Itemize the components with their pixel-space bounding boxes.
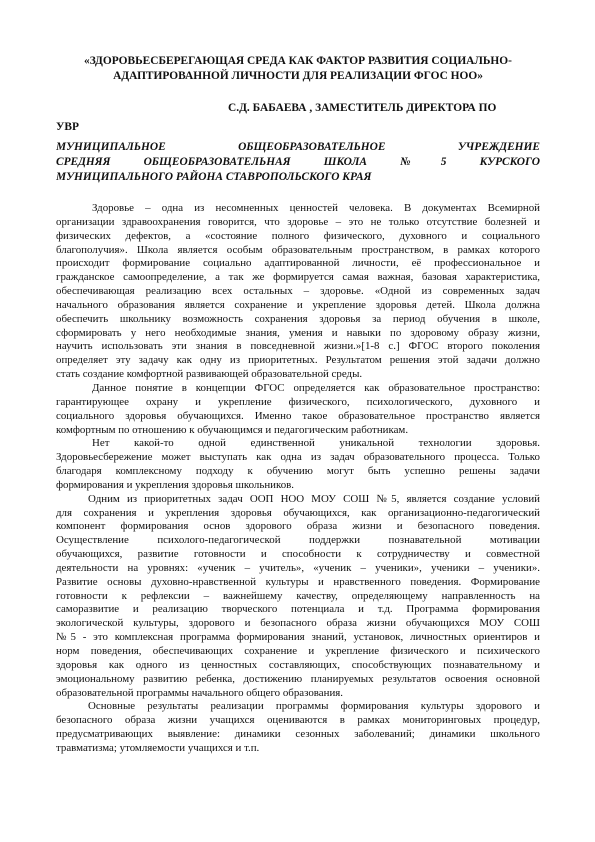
paragraph (56, 437, 540, 492)
paragraph-line: формирования и укрепления здоровья школьников. (56, 478, 295, 491)
title-line: АДАПТИРОВАННОЙ ЛИЧНОСТИ ДЛЯ РЕАЛИЗАЦИИ ФГОС НОО» (113, 70, 483, 82)
paragraph-line: благодаря комплексному подходу к обучению могут быть успешно решены задачи (56, 465, 540, 478)
paragraph-line: Данное понятие в концепции ФГОС определяется как образовательное пространство: (92, 381, 540, 394)
paragraph-line: саморазвитие и реализацию творческого потенциала и т.д. Программа формирования (56, 603, 540, 616)
paragraph-line: социального здоровья обучающихся. Именно такое образовательное пространство является (56, 409, 540, 422)
paragraph-line: Здоровье – одна из несомненных ценностей человека. В документах Всемирной (92, 202, 540, 214)
paragraph-line: для сохранения и укрепления здоровья обучающихся, как организационно-педагогический (56, 506, 540, 519)
paragraph-line: организации здравоохранения говорится, что здоровье – это не только отсутствие болезней и (56, 215, 540, 228)
paragraph-line: физических дефектов, а «состояние полного физического, духовного и социального (56, 229, 540, 242)
school-line: СРЕДНЯЯ ОБЩЕОБРАЗОВАТЕЛЬНАЯ ШКОЛА №5 КУРСКОГО (56, 156, 540, 168)
paragraph-line: Развитие основы духовно-нравственной культуры и нравственного поведения. Формирование (56, 575, 540, 588)
paragraph-line: начального образования является сохранение и укрепление здоровья детей. Школа должна (56, 298, 540, 311)
article-body (56, 202, 540, 756)
paragraph-line: научить использовать эти знания в повседневной жизни.»[1-8 с.] ФГОС второго поколения (56, 340, 540, 353)
paragraph-line: готовности к рефлексии – важнейшему качеству, определяющему направленность на (56, 589, 540, 602)
paragraph-line: стать создание комфортной развивающей образовательной среды. (56, 368, 363, 381)
school-line: МУНИЦИПАЛЬНОЕ ОБЩЕОБРАЗОВАТЕЛЬНОЕ УЧРЕЖДЕНИЕ (56, 141, 540, 153)
paragraph-line: гарантирующее охрану и укрепление физического, психологического, духовного и (56, 395, 540, 408)
article-title (56, 54, 540, 84)
paragraph-line: происходит формирование социально адаптированной личности, её профессиональное и (56, 257, 540, 270)
author-line (56, 99, 540, 137)
paragraph-line: Нет какой-то одной единственной уникальной технологии здоровья. (92, 437, 540, 450)
school-name (56, 140, 540, 185)
paragraph-line: Осуществление психолого-педагогической поддержки познавательной мотивации (56, 534, 540, 547)
paragraph-line: Одним из приоритетных задач ООП НОО МОУ СОШ №5, является создание условий (88, 492, 540, 505)
paragraph-line: травматизма; утомляемости учащихся и т.п. (56, 741, 260, 754)
paragraph-line: гражданское самоопределение, а так же формируется самая важная, базовая характеристика, (56, 271, 540, 284)
paragraph-line: Здоровьесбережение может выступать как одна из задач образовательного процесса. Только (56, 451, 540, 464)
school-line: МУНИЦИПАЛЬНОГО РАЙОНА СТАВРОПОЛЬСКОГО КРАЯ (56, 171, 372, 183)
paragraph (56, 202, 540, 382)
paragraph (56, 382, 540, 437)
paragraph-line: безопасного образа жизни учащихся оцениваются в рамках мониторинговых процедур, (56, 714, 540, 727)
paragraph-line: эмоциональному развитию ребенка, достижению планируемых результатов освоения основной (56, 672, 540, 685)
paragraph-line: обучающихся, развитие готовности и способности к сотрудничеству и совместной (56, 548, 540, 561)
paragraph-line: определяет эту задачу как одну из приоритетных. Результатом решения этой задачи должно (56, 354, 540, 367)
paragraph-line: норм поведения, обеспечивающих сохранение и укрепление физического и психического (56, 645, 540, 657)
paragraph-line: обеспечить школьнику возможность сохранения здоровья за период обучения в школе, (56, 312, 540, 325)
author-position: УВР (56, 121, 79, 133)
paragraph-line: здоровья как одного из ценностных составляющих, способствующих познавательному и (56, 658, 540, 671)
paragraph-line: деятельности на уровнях: «ученик – учитель», «ученик – ученики», ученики – ученики». (56, 561, 540, 574)
paragraph-line: благополучия». Школа является особым образовательным пространством, в рамках которого (56, 243, 540, 256)
paragraph-line: образовательной программы начального общего образования. (56, 686, 344, 699)
paragraph-line: комфортным по отношению к обучающимся и педагогическим работникам. (56, 423, 409, 436)
paragraph (56, 493, 540, 701)
paragraph-line: экологической культуры, здорового и безопасного образа жизни обучающихся МОУ СОШ (56, 617, 540, 630)
title-line: «ЗДОРОВЬЕСБЕРЕГАЮЩАЯ СРЕДА КАК ФАКТОР РАЗВИТИЯ СОЦИАЛЬНО- (84, 55, 512, 67)
paragraph-line: обеспечивающая реализацию всех остальных – здоровье. «Одной из современных задач (56, 285, 540, 298)
paragraph-line: сформировать у него необходимые знания, умения и навыки по здоровому образу жизни, (56, 326, 540, 339)
paragraph (56, 700, 540, 755)
paragraph-line: компонент формирования основ здорового образа жизни и безопасного поведения. (56, 520, 540, 533)
paragraph-line: предусматривающих выявление: динамики сезонных заболеваний; динамики школьного (56, 728, 540, 741)
paragraph-line: №5 - это комплексная программа формирования знаний, установок, личностных ориентиров и (56, 631, 540, 644)
author-name: С.Д. БАБАЕВА , ЗАМЕСТИТЕЛЬ ДИРЕКТОРА ПО (228, 102, 497, 114)
paragraph-line: Основные результаты реализации программы формирования культуры здорового и (88, 700, 540, 713)
